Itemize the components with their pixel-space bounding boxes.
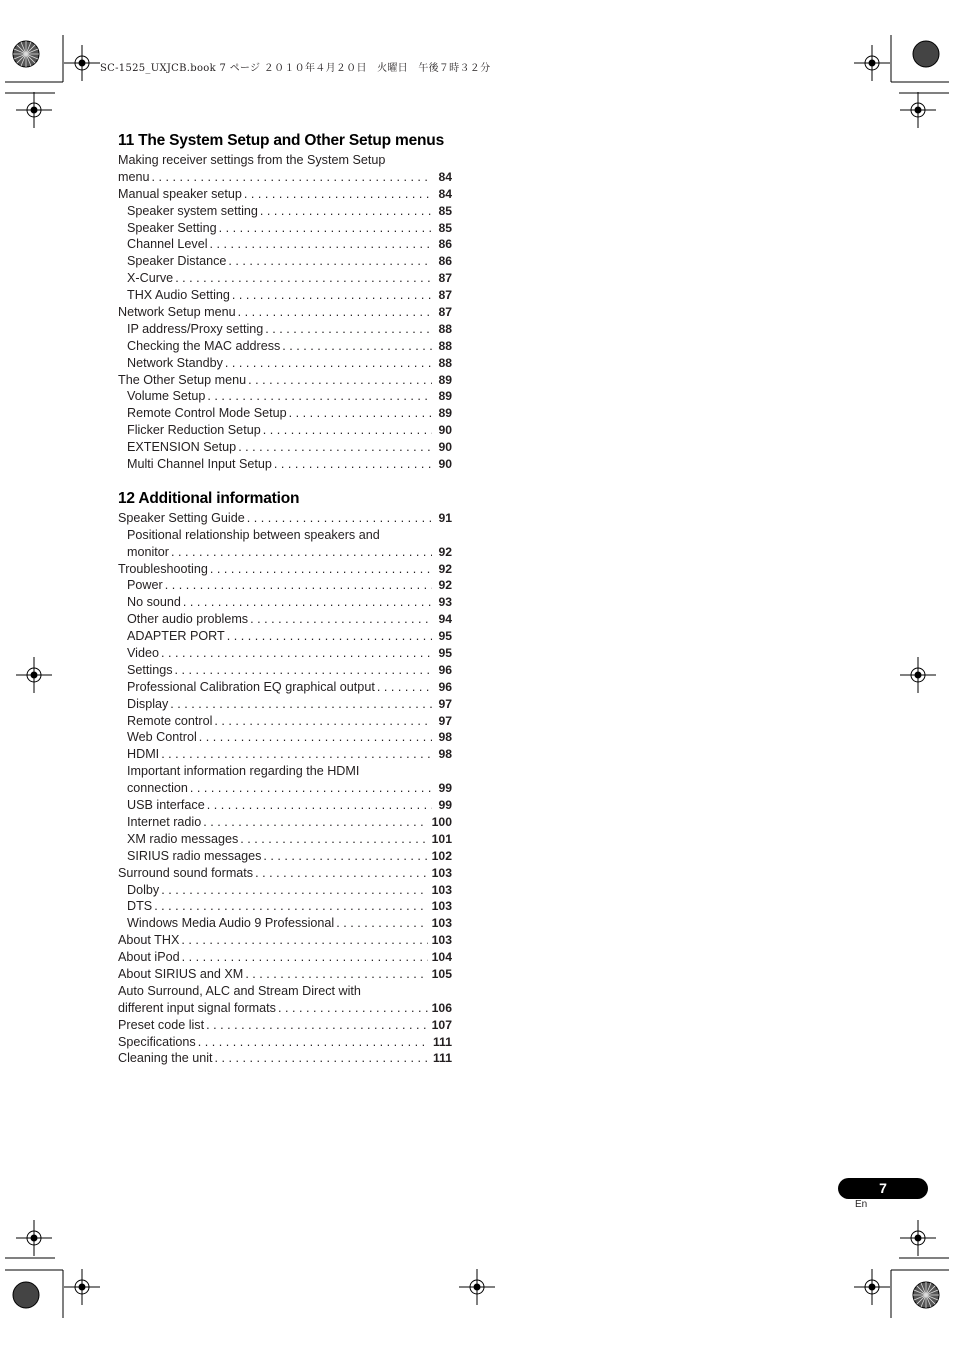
toc-entry-label: Surround sound formats [118,865,254,880]
section-title: 11 The System Setup and Other Setup menus [118,132,444,149]
toc-entry[interactable] [118,1034,452,1051]
toc-entry-label: Network Setup menu [118,305,236,319]
toc-entry-label: menu [118,169,150,184]
toc-entry[interactable] [118,915,452,932]
toc-page-number: 92 [438,561,452,576]
dot-leader [336,915,427,932]
dot-leader [263,848,427,865]
toc-entry-label: XM radio messages [127,831,239,846]
dot-leader [228,253,432,270]
toc-page-number: 84 [438,169,452,184]
toc-entry[interactable] [118,594,452,611]
dot-leader [240,831,427,848]
dot-leader [274,456,432,473]
toc-page-number: 103 [431,882,452,897]
section-spacer [118,473,452,488]
toc-page-number: 95 [438,629,452,644]
toc-page-number: 88 [438,355,452,370]
dot-leader [210,561,432,578]
toc-entry-label: monitor [127,544,169,559]
toc-page-number: 103 [431,865,452,880]
color-wheel-icon [13,41,39,67]
toc-entry-line [118,763,452,780]
toc-entry[interactable] [118,730,452,747]
toc-page-number: 89 [438,372,452,387]
toc-page-number: 103 [431,916,452,931]
toc-entry[interactable] [118,628,452,645]
toc-entry[interactable] [118,544,452,561]
dot-leader [247,510,432,527]
toc-entry[interactable] [118,236,452,253]
toc-entry[interactable] [118,645,452,662]
dot-leader [265,321,432,338]
dot-leader [210,236,432,253]
dot-leader [183,594,432,611]
dot-leader [278,1000,428,1017]
dot-leader [377,679,432,696]
toc-entry-label: different input signal formats [118,1000,276,1015]
toc-entry-label: Manual speaker setup [118,186,242,201]
toc-entry[interactable] [118,577,452,594]
toc-entry[interactable] [118,422,452,439]
toc-entry-label: Positional relationship between speakers and [127,527,380,542]
dot-leader [238,304,432,321]
toc-page-number: 86 [438,237,452,252]
toc-entry-line [118,527,452,544]
toc-page-number: 103 [431,933,452,948]
toc-page-number: 111 [433,1034,452,1049]
dot-leader [248,372,432,389]
dot-leader [161,882,427,899]
toc-entry[interactable] [118,355,452,372]
toc-entry[interactable] [118,203,452,220]
toc-page-number: 89 [438,406,452,421]
registration-mark-icon [900,1220,936,1256]
toc-page-number: 92 [438,544,452,559]
toc-entry-label: SIRIUS radio messages [127,848,262,863]
toc-page-number: 92 [438,578,452,593]
table-of-contents [118,130,452,1067]
toc-entry[interactable] [118,932,452,949]
toc-entry-label: About iPod [118,950,180,965]
toc-entry-label: Flicker Reduction Setup [127,423,261,438]
toc-entry[interactable] [118,848,452,865]
toc-entry[interactable] [118,882,452,899]
toc-page-number: 87 [438,305,452,319]
dot-leader [214,713,432,730]
color-wheel-icon [13,1282,39,1308]
dot-leader [250,611,432,628]
color-wheel-icon [913,1282,939,1308]
toc-page-number: 87 [438,288,452,303]
toc-page-number: 90 [438,423,452,438]
registration-mark-icon [16,1220,52,1256]
toc-page-number: 111 [433,1051,452,1066]
toc-entry[interactable] [118,270,452,287]
dot-leader [227,628,432,645]
toc-entry-label: Important information regarding the HDMI [127,764,360,779]
dot-leader [154,898,427,915]
toc-entry-label: EXTENSION Setup [127,440,237,455]
toc-entry-label: Display [127,696,169,711]
toc-page-number: 105 [431,966,452,981]
toc-page-number: 100 [431,814,452,829]
toc-entry-label: Cleaning the unit [118,1051,213,1066]
toc-entry[interactable] [118,186,452,203]
language-label: En [855,1199,868,1210]
dot-leader [206,1017,428,1034]
dot-leader [225,355,432,372]
toc-page-number: 98 [438,747,452,762]
toc-entry[interactable] [118,966,452,983]
toc-entry-label: Making receiver settings from the System Setup [118,152,386,167]
dot-leader [282,338,432,355]
toc-entry-label: Professional Calibration EQ graphical output [127,679,375,694]
toc-entry-label: X-Curve [127,271,174,286]
toc-entry-label: Web Control [127,730,197,745]
toc-entry-label: HDMI [127,747,160,762]
toc-page-number: 93 [438,595,452,610]
toc-entry[interactable] [118,287,452,304]
toc-entry[interactable] [118,831,452,848]
toc-page-number: 101 [431,831,452,846]
registration-mark-icon [900,657,936,693]
toc-page-number: 98 [438,730,452,745]
toc-page-number: 87 [438,271,452,286]
toc-entry-label: IP address/Proxy setting [127,321,264,336]
dot-leader [161,746,432,763]
toc-entry-label: About SIRIUS and XM [118,966,244,981]
toc-page-number: 88 [438,338,452,353]
toc-page-number: 94 [438,612,452,627]
toc-page-number: 104 [431,950,452,965]
toc-entry-label: The Other Setup menu [118,372,247,387]
toc-entry[interactable] [118,797,452,814]
toc-entry[interactable] [118,388,452,405]
toc-entry-label: Troubleshooting [118,561,208,576]
toc-entry-label: Remote Control Mode Setup [127,406,287,421]
toc-entry-label: Speaker Distance [127,254,227,269]
toc-entry-label: Internet radio [127,814,202,829]
toc-entry-label: Specifications [118,1034,196,1049]
toc-entry[interactable] [118,253,452,270]
toc-entry-label: Speaker Setting [127,220,217,235]
toc-entry[interactable] [118,865,452,882]
dot-leader [203,814,427,831]
registration-mark-icon [64,45,100,81]
toc-entry-label: Multi Channel Input Setup [127,457,272,472]
registration-mark-icon [854,45,890,81]
toc-entry-label: Video [127,646,159,661]
toc-page-number: 99 [438,781,452,796]
toc-page-number: 97 [438,713,452,728]
dot-leader [152,169,432,186]
page-number-tab: 7 [838,1178,928,1199]
toc-entry[interactable] [118,405,452,422]
toc-entry[interactable] [118,713,452,730]
toc-entry-label: Remote control [127,713,213,728]
toc-page-number: 85 [438,203,452,218]
toc-entry-label: ADAPTER PORT [127,629,225,644]
dot-leader [207,388,432,405]
toc-entry-label: Windows Media Audio 9 Professional [127,916,335,931]
toc-page-number: 103 [431,899,452,914]
toc-entry[interactable] [118,338,452,355]
toc-page-number: 88 [438,321,452,336]
dot-leader [207,797,432,814]
toc-entry[interactable] [118,780,452,797]
toc-page-number: 91 [438,510,452,525]
toc-page-number: 107 [431,1017,452,1032]
toc-entry[interactable] [118,561,452,578]
toc-page-number: 95 [438,646,452,661]
toc-entry-label: Channel Level [127,237,208,252]
toc-page-number: 90 [438,440,452,455]
toc-entry-label: Network Standby [127,355,223,370]
dot-leader [215,1050,429,1067]
dot-leader [232,287,432,304]
dot-leader [181,932,427,949]
toc-entry-label: Speaker system setting [127,203,258,218]
toc-entry-label: No sound [127,595,181,610]
toc-entry-line [118,983,452,1000]
toc-entry-label: Volume Setup [127,389,206,404]
toc-page-number: 102 [431,848,452,863]
dot-leader [263,422,432,439]
toc-page-number: 86 [438,254,452,269]
toc-entry-label: Checking the MAC address [127,338,281,353]
toc-entry[interactable] [118,949,452,966]
dot-leader [165,577,432,594]
toc-entry-line [118,152,452,169]
toc-entry[interactable] [118,662,452,679]
toc-page-number: 96 [438,662,452,677]
dot-leader [182,949,428,966]
toc-page-number: 106 [431,1000,452,1015]
toc-page-number: 97 [438,696,452,711]
dot-leader [260,203,432,220]
toc-entry-label: Auto Surround, ALC and Stream Direct with [118,983,361,998]
toc-entry-label: Preset code list [118,1017,205,1032]
color-wheel-icon [913,41,939,67]
toc-entry-label: Settings [127,662,173,677]
toc-entry[interactable] [118,1000,452,1017]
section-title: 12 Additional information [118,489,300,507]
toc-page-number: 99 [438,798,452,813]
dot-leader [161,645,432,662]
toc-entry[interactable] [118,169,452,186]
registration-mark-icon [459,1269,495,1305]
dot-leader [170,696,432,713]
toc-page-number: 85 [438,220,452,235]
toc-page-number: 90 [438,457,452,472]
toc-entry[interactable] [118,510,452,527]
toc-entry-label: Other audio problems [127,612,249,627]
registration-mark-icon [16,92,52,128]
dot-leader [255,865,428,882]
toc-entry-label: Speaker Setting Guide [118,510,245,525]
toc-entry[interactable] [118,220,452,237]
dot-leader [190,780,432,797]
toc-entry-label: USB interface [127,798,205,813]
toc-entry-label: About THX [118,933,180,948]
dot-leader [175,270,432,287]
toc-entry[interactable] [118,814,452,831]
toc-entry[interactable] [118,1050,452,1067]
toc-entry[interactable] [118,746,452,763]
registration-mark-icon [64,1269,100,1305]
toc-entry-label: Dolby [127,882,160,897]
toc-entry[interactable] [118,304,452,321]
toc-page-number: 84 [438,186,452,201]
toc-entry[interactable] [118,898,452,915]
dot-leader [244,186,432,203]
toc-entry-label: DTS [127,899,153,914]
dot-leader [289,405,432,422]
dot-leader [219,220,432,237]
toc-page-number: 89 [438,389,452,404]
registration-mark-icon [900,92,936,128]
dot-leader [199,729,432,746]
toc-entry[interactable] [118,439,452,456]
dot-leader [175,662,432,679]
registration-mark-icon [854,1269,890,1305]
toc-entry[interactable] [118,372,452,389]
dot-leader [245,966,427,983]
toc-entry[interactable] [118,321,452,338]
print-header: SC-1525_UXJCB.book 7 ページ ２０１０年４月２０日 火曜日 午後７時３２分 [100,63,491,74]
toc-entry[interactable] [118,611,452,628]
toc-entry-label: Power [127,578,163,593]
registration-mark-icon [16,657,52,693]
toc-page-number: 96 [438,679,452,694]
toc-entry-label: connection [127,781,188,796]
dot-leader [198,1034,429,1051]
toc-entry[interactable] [118,456,452,473]
dot-leader [238,439,432,456]
toc-entry[interactable] [118,679,452,696]
toc-entry[interactable] [118,696,452,713]
dot-leader [171,544,432,561]
toc-entry[interactable] [118,1017,452,1034]
toc-entry-label: THX Audio Setting [127,288,230,303]
